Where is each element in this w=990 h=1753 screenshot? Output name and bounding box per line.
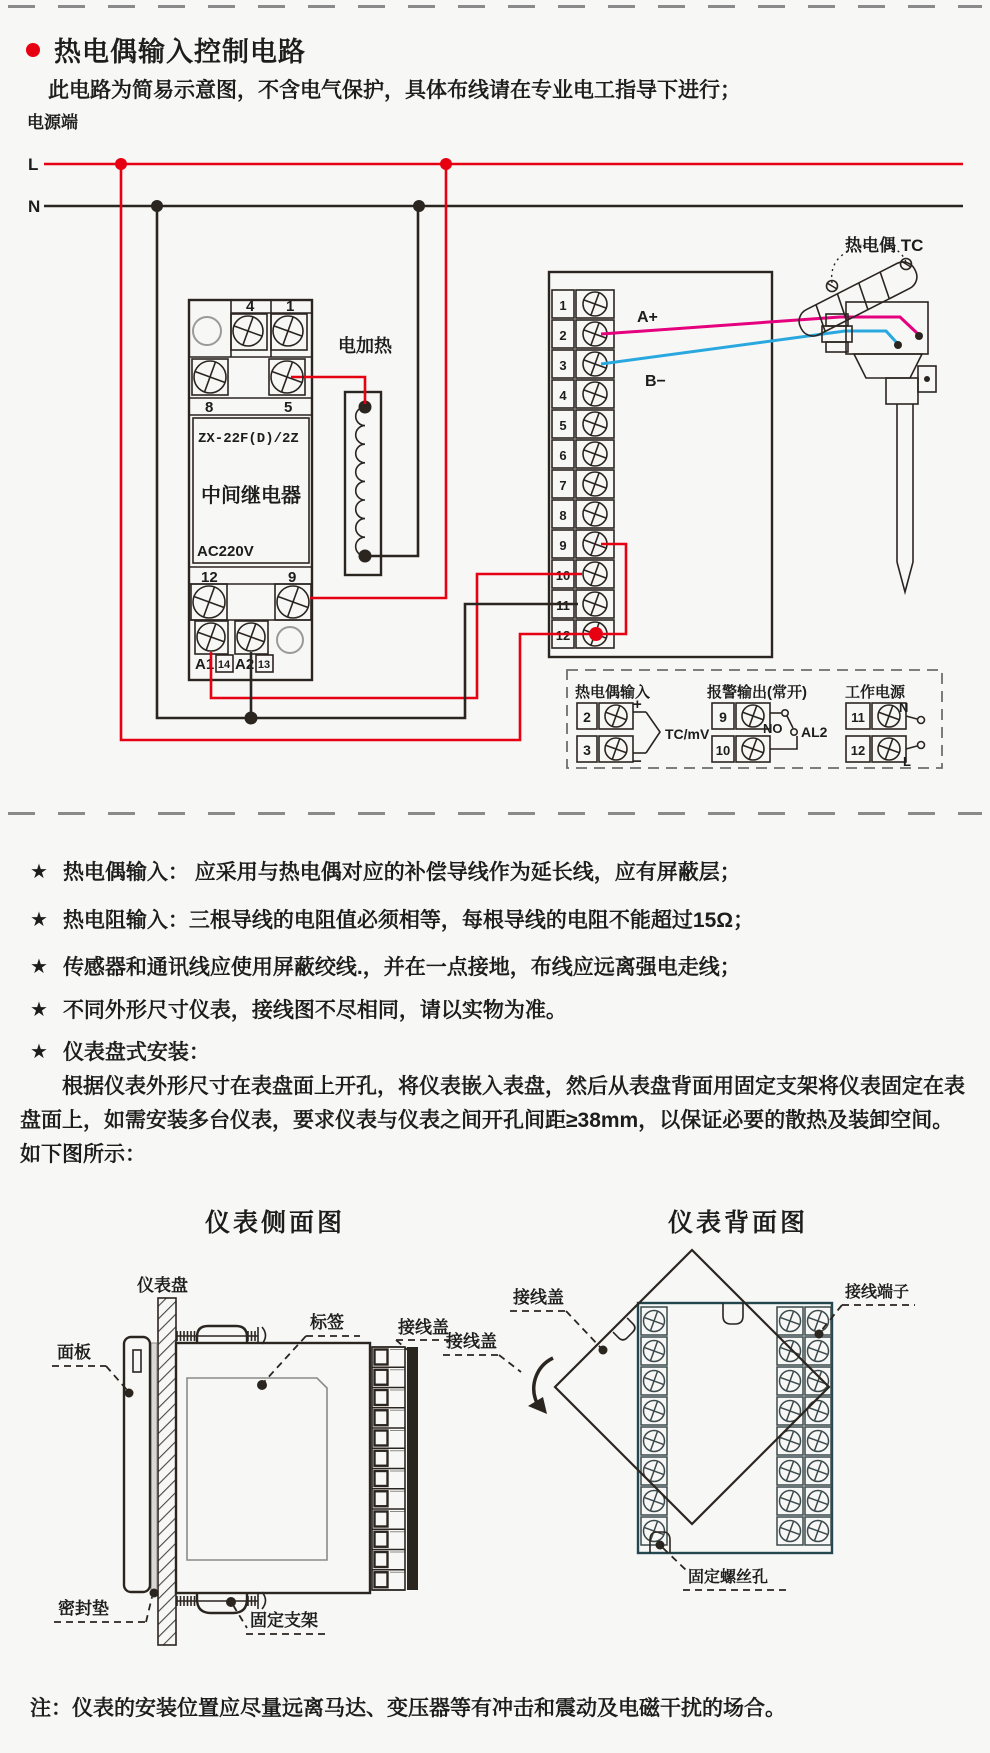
heater-coil bbox=[356, 407, 365, 556]
screw-terminal-icon bbox=[805, 1458, 832, 1485]
top-bracket bbox=[176, 1326, 266, 1344]
ladder-cell bbox=[375, 1451, 388, 1466]
screw-hole-label: 固定螺丝孔 bbox=[688, 1569, 769, 1586]
wire-heater-to-n bbox=[365, 209, 418, 556]
note-bullet bbox=[30, 858, 970, 887]
screw-terminal-icon bbox=[580, 289, 611, 320]
screw-terminal-icon bbox=[641, 1428, 668, 1455]
screw-terminal-icon bbox=[580, 379, 611, 410]
screw-terminal-icon bbox=[189, 356, 230, 397]
screw-terminal-icon bbox=[580, 559, 611, 590]
section-dashed-divider bbox=[8, 812, 982, 815]
terminal-legend bbox=[567, 670, 942, 770]
ladder-cell bbox=[375, 1512, 388, 1527]
screw-terminal-icon bbox=[269, 312, 307, 350]
star-icon: ★ bbox=[30, 909, 48, 931]
legend-tc-mv-label: TC/mV bbox=[665, 726, 710, 742]
install-paragraph: 根据仪表外形尺寸在表盘面上开孔，将仪表嵌入表盘，然后从表盘背面用固定支架将仪表固定在表盘面上，如需安装多台仪表，要求仪表与仪表之间开孔间距≥38mm，以保证必要的散热及装卸空间。如下图所示： bbox=[20, 1075, 965, 1166]
ladder-cell bbox=[375, 1471, 388, 1486]
screw-terminal-icon bbox=[777, 1458, 804, 1485]
screw-terminal-icon bbox=[602, 702, 630, 730]
top-dashed-divider bbox=[8, 5, 982, 8]
wire-l-to-relay9 bbox=[310, 164, 446, 598]
terminal-number: 5 bbox=[559, 418, 567, 433]
terminal-number: 4 bbox=[559, 388, 567, 403]
relay-terminal-12: 12 bbox=[201, 569, 218, 586]
relay-terminal-13: 13 bbox=[257, 659, 271, 671]
terminal-number: 11 bbox=[556, 598, 570, 613]
note-bullet bbox=[30, 996, 970, 1025]
back-view-title: 仪表背面图 bbox=[667, 1210, 808, 1237]
power-terminal-label: 电源端 bbox=[27, 113, 78, 132]
wire-n-to-terminal11 bbox=[157, 206, 578, 718]
screw-terminal-icon bbox=[193, 619, 229, 655]
page-subtitle: 此电路为简易示意图，不含电气保护，具体布线请在专业电工指导下进行； bbox=[48, 79, 741, 102]
label-area bbox=[187, 1378, 327, 1560]
ladder-cell bbox=[375, 1410, 388, 1425]
ladder-cell bbox=[375, 1532, 388, 1547]
thermocouple-icon bbox=[795, 235, 936, 592]
relay-name: 中间继电器 bbox=[201, 485, 301, 507]
legend-terminal-2: 2 bbox=[583, 709, 591, 725]
screw-terminal-icon bbox=[875, 735, 903, 763]
legend-terminal-11: 11 bbox=[851, 710, 865, 725]
screw-terminal-icon bbox=[777, 1398, 804, 1425]
cover-label-top: 接线盖 bbox=[513, 1288, 564, 1307]
terminal12-junction-dot bbox=[589, 627, 603, 641]
bullet-text: 不同外形尺寸仪表，接线图不尽相同，请以实物为准。 bbox=[62, 999, 567, 1022]
screw-terminal-icon bbox=[641, 1488, 668, 1515]
screw-terminal-icon bbox=[641, 1398, 668, 1425]
screw-terminal-icon bbox=[580, 499, 611, 530]
relay-terminal-4: 4 bbox=[246, 298, 255, 315]
wire-a-plus-label: A+ bbox=[637, 309, 658, 326]
screw-terminal-icon bbox=[272, 581, 313, 622]
screw-terminal-icon bbox=[580, 439, 611, 470]
terminal-number: 12 bbox=[555, 628, 571, 643]
legend-alarm-title: 报警输出(常开) bbox=[707, 684, 807, 701]
side-labels bbox=[52, 1312, 450, 1634]
relay-terminal-a2: A2 bbox=[235, 656, 255, 673]
legend-bracket bbox=[646, 712, 660, 753]
screw-terminal-icon bbox=[641, 1458, 668, 1485]
relay-voltage: AC220V bbox=[197, 543, 254, 560]
relay-terminal-1: 1 bbox=[286, 298, 295, 315]
red-bullet-icon bbox=[26, 43, 40, 57]
legend-l-mark: L bbox=[903, 754, 911, 769]
ladder-cell bbox=[375, 1552, 388, 1567]
screw-terminal-icon bbox=[777, 1488, 804, 1515]
wiring-diagram bbox=[0, 95, 990, 785]
screw-terminal-icon bbox=[777, 1308, 804, 1335]
screw-terminal-icon bbox=[777, 1518, 804, 1545]
screw-terminal-icon bbox=[805, 1338, 832, 1365]
star-icon: ★ bbox=[30, 861, 48, 883]
tc-neck bbox=[854, 354, 922, 378]
page-header bbox=[26, 30, 306, 69]
panel-board bbox=[158, 1298, 176, 1645]
terminal-number: 7 bbox=[559, 478, 567, 493]
bullet-text: 仪表盘式安装： bbox=[62, 1041, 210, 1064]
relay-model: ZX-22F(D)/2Z bbox=[198, 431, 299, 447]
legend-terminal-12: 12 bbox=[850, 743, 866, 758]
tc-cap bbox=[795, 257, 922, 340]
terminals-label: 接线端子 bbox=[845, 1284, 910, 1301]
ladder-cell bbox=[375, 1431, 388, 1446]
terminal-number: 6 bbox=[559, 448, 567, 463]
line-n-label: N bbox=[28, 197, 41, 216]
wire-b-minus-label: B− bbox=[645, 373, 666, 390]
screw-terminal-icon bbox=[777, 1428, 804, 1455]
screw-terminal-icon bbox=[641, 1308, 668, 1335]
star-icon: ★ bbox=[30, 1041, 48, 1063]
side-view-diagram bbox=[30, 1240, 460, 1660]
screw-terminal-icon bbox=[805, 1398, 832, 1425]
note-bullet bbox=[30, 953, 970, 982]
screw-terminal-icon bbox=[580, 409, 611, 440]
back-terminal-cells bbox=[641, 1307, 832, 1545]
heater bbox=[338, 335, 393, 575]
note-bullet bbox=[30, 906, 970, 935]
relay-indicator-circle bbox=[193, 317, 221, 345]
legend-terminal-10: 10 bbox=[715, 743, 731, 758]
terminal-number: 1 bbox=[559, 298, 567, 313]
terminal-strip-side bbox=[372, 1347, 405, 1590]
legend-tc-input-title: 热电偶输入 bbox=[575, 684, 651, 701]
screw-terminal-icon bbox=[580, 589, 611, 620]
screw-terminal-icon bbox=[188, 581, 229, 622]
front-panel-notch bbox=[133, 1350, 141, 1372]
relay-indicator-circle bbox=[277, 627, 303, 653]
side-view-title: 仪表侧面图 bbox=[204, 1210, 345, 1237]
screw-terminal-icon bbox=[805, 1368, 832, 1395]
relay-terminal-8: 8 bbox=[205, 399, 214, 416]
terminal-number: 10 bbox=[555, 568, 571, 583]
tc-head-body bbox=[846, 302, 928, 354]
rotation-arrow-icon bbox=[528, 1358, 553, 1414]
note-bullet bbox=[30, 1038, 970, 1067]
gasket bbox=[151, 1343, 157, 1592]
ladder-cell bbox=[375, 1491, 388, 1506]
cover-label-side: 接线盖 bbox=[398, 1318, 449, 1337]
screw-terminal-icon bbox=[641, 1368, 668, 1395]
star-icon: ★ bbox=[30, 999, 48, 1021]
cover-label-left: 接线盖 bbox=[446, 1332, 497, 1351]
gasket-label: 密封垫 bbox=[58, 1599, 109, 1618]
bullet-text: 传感器和通讯线应使用屏蔽绞线.，并在一点接地，布线应远离强电走线； bbox=[62, 956, 741, 979]
screw-terminal-icon bbox=[641, 1518, 668, 1545]
panel-board-label: 仪表盘 bbox=[137, 1276, 188, 1295]
heater-label: 电加热 bbox=[338, 336, 392, 356]
front-panel-label: 面板 bbox=[57, 1343, 91, 1362]
top-screw-notch bbox=[723, 1303, 743, 1324]
star-icon: ★ bbox=[30, 956, 48, 978]
back-labels bbox=[443, 1282, 915, 1590]
relay-terminal-14: 14 bbox=[217, 659, 231, 671]
ladder-cell bbox=[375, 1572, 388, 1587]
screw-terminal-icon bbox=[805, 1518, 832, 1545]
back-view-diagram bbox=[440, 1240, 960, 1660]
relay-terminal-5: 5 bbox=[284, 399, 293, 416]
screw-terminal-icon bbox=[229, 312, 267, 350]
legend-minus-mark: − bbox=[633, 753, 642, 770]
ladder-cell bbox=[375, 1370, 388, 1385]
screw-terminal-icon bbox=[580, 469, 611, 500]
legend-terminal-3: 3 bbox=[583, 742, 591, 758]
legend-plus-mark: + bbox=[633, 696, 642, 713]
screw-terminal-icon bbox=[777, 1338, 804, 1365]
ladder-cell bbox=[375, 1390, 388, 1405]
bullet-text: 热电阻输入：三根导线的电阻值必须相等，每根导线的电阻不能超过15Ω； bbox=[62, 909, 755, 932]
tag-label: 标签 bbox=[310, 1313, 344, 1332]
ladder-cell bbox=[375, 1350, 388, 1365]
fixing-bracket bbox=[176, 1592, 266, 1613]
front-panel bbox=[124, 1337, 150, 1592]
screw-terminal-icon bbox=[777, 1368, 804, 1395]
screw-terminal-icon bbox=[233, 619, 269, 655]
thermocouple-label: 热电偶 TC bbox=[845, 236, 924, 255]
legend-n-mark: N bbox=[899, 700, 909, 715]
legend-power-title: 工作电源 bbox=[845, 684, 906, 701]
bracket-label: 固定支架 bbox=[250, 1611, 318, 1630]
terminal-number: 9 bbox=[559, 538, 567, 553]
terminal-strip bbox=[552, 289, 614, 650]
terminal-number: 8 bbox=[559, 508, 567, 523]
screw-terminal-icon bbox=[641, 1338, 668, 1365]
legend-al2-label: AL2 bbox=[801, 724, 828, 740]
terminal-cover-bar bbox=[407, 1347, 418, 1590]
screw-terminal-icon bbox=[739, 735, 767, 763]
line-l-label: L bbox=[28, 155, 39, 174]
footer-note: 注：仪表的安装位置应尽量远离马达、变压器等有冲击和震动及电磁干扰的场合。 bbox=[30, 1697, 786, 1720]
relay-terminal-a1: A1 bbox=[195, 656, 215, 673]
screw-terminal-icon bbox=[805, 1488, 832, 1515]
terminal-number: 2 bbox=[559, 328, 567, 343]
instrument-body bbox=[176, 1343, 370, 1593]
bullet-text: 热电偶输入： 应采用与热电偶对应的补偿导线作为延长线，应有屏蔽层； bbox=[62, 861, 741, 884]
tc-probe-tip bbox=[897, 562, 913, 592]
relay-terminal-9: 9 bbox=[288, 569, 297, 586]
screw-terminal-icon bbox=[602, 735, 630, 763]
junction-dot bbox=[245, 712, 258, 725]
screw-terminal-icon bbox=[805, 1428, 832, 1455]
legend-no-label: NO bbox=[763, 721, 783, 736]
page-title: 热电偶输入控制电路 bbox=[54, 37, 306, 67]
terminal-number: 3 bbox=[559, 358, 567, 373]
legend-terminal-9: 9 bbox=[719, 709, 727, 725]
power-lines bbox=[27, 112, 963, 216]
